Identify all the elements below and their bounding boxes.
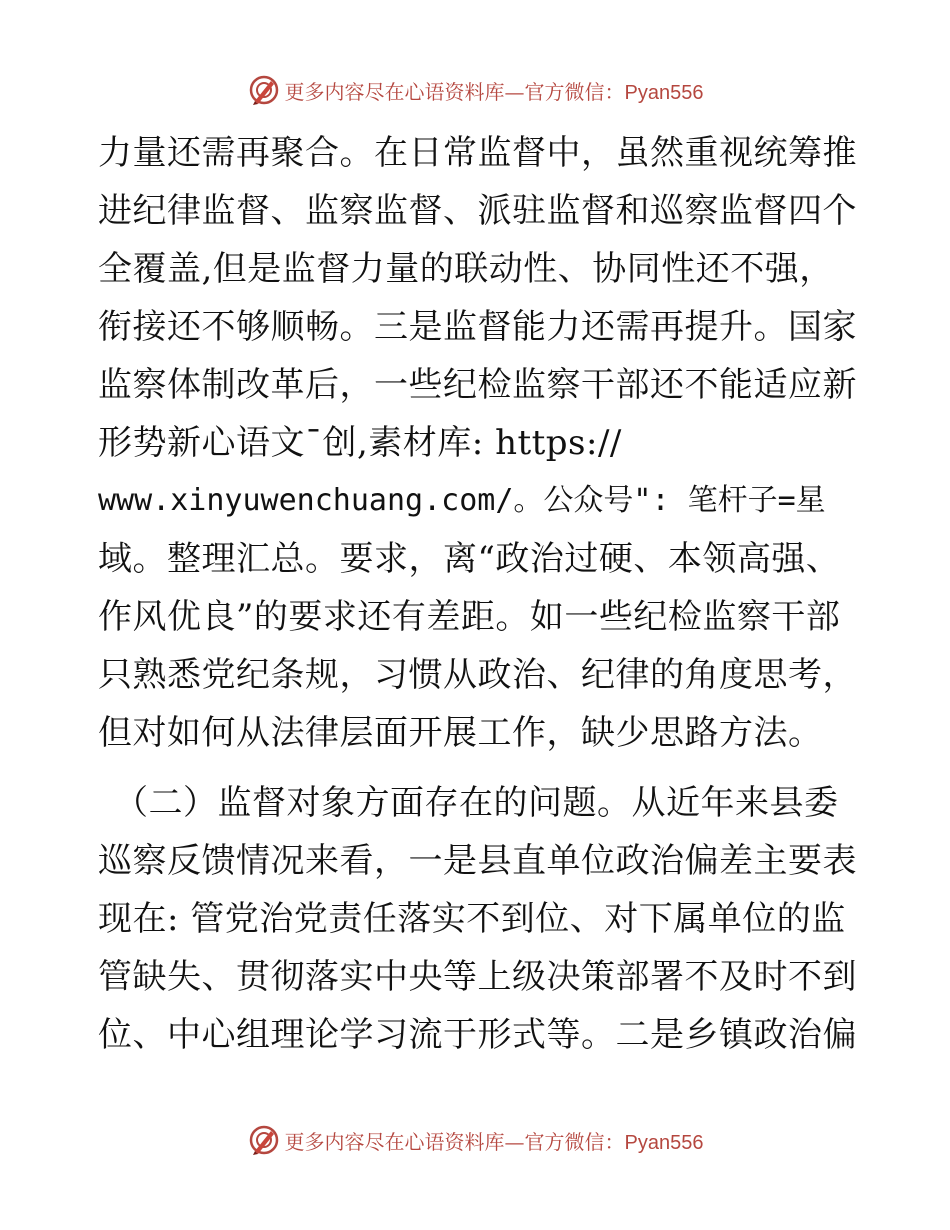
text-line-url: www.xinyuwenchuang.com/。公众号": 笔杆子=星 [98,483,826,518]
text-line: 域。整理汇总。要求，离“政治过硬、本领高强、 [98,539,841,579]
text-line: 只熟悉党纪条规，习惯从政治、纪律的角度思考， [98,655,857,695]
text-line: 管缺失、贯彻落实中央等上级决策部署不及时不到 [98,957,857,997]
text-line: 作风优良”的要求还有差距。如一些纪检监察干部 [98,597,841,637]
text-line: 监察体制改革后，一些纪检监察干部还不能适应新 [98,365,857,405]
header-wechat-id: Pyan556 [624,81,704,104]
paragraph-gap [98,762,858,774]
text-line: 巡察反馈情况来看，一是县直单位政治偏差主要表 [98,841,857,881]
pen-logo-icon [247,73,281,107]
header-watermark-text: 更多内容尽在心语资料库—官方微信：Pyan556 [284,79,704,104]
footer-wechat-id: Pyan556 [624,1131,704,1154]
text-line: 但对如何从法律层面开展工作，缺少思路方法。 [98,713,823,753]
header-watermark [0,70,950,110]
text-line: 现在: 管党治党责任落实不到位、对下属单位的监 [98,899,846,939]
text-line: 衔接还不够顺畅。三是监督能力还需再提升。国家 [98,307,857,347]
pen-logo-icon [247,1123,281,1157]
paragraph-1 [98,124,858,762]
text-line: 形势新心语文¯创,素材库: https:// [98,423,622,463]
section-heading-line: （二）监督对象方面存在的问题。从近年来县委 [114,783,839,823]
paragraph-2 [98,774,858,1064]
text-line: 力量还需再聚合。在日常监督中，虽然重视统筹推 [98,133,857,173]
text-line: 进纪律监督、监察监督、派驻监督和巡察监督四个 [98,191,857,231]
footer-watermark-text: 更多内容尽在心语资料库—官方微信：Pyan556 [284,1129,704,1154]
footer-watermark [0,1120,950,1160]
text-line: 全覆盖,但是监督力量的联动性、协同性还不强， [98,249,834,289]
text-line: 位、中心组理论学习流于形式等。二是乡镇政治偏 [98,1015,857,1055]
document-body [98,124,858,1064]
